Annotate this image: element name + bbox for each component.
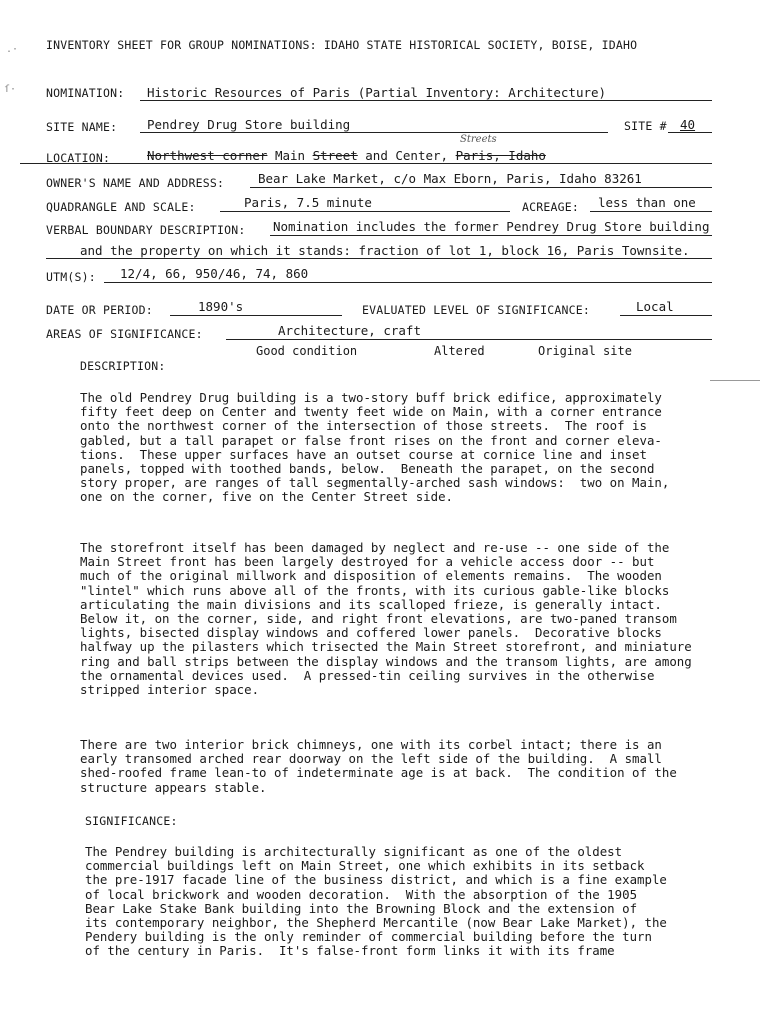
- acreage-rule: [590, 211, 712, 212]
- location-struck-text: Northwest corner: [147, 148, 268, 163]
- site-name-value: Pendrey Drug Store building: [147, 117, 351, 132]
- significance-heading: SIGNIFICANCE:: [85, 814, 178, 828]
- description-paragraph: The storefront itself has been damaged by neglect and re-use -- one side of the Main Street front has been largely destroyed for a vehicle access door -- but much of the original millwork and disposition of elements remains. The wooden "lintel" which runs above all of the fronts, with its curious gable-like blocks articulating the main divisions and its scalloped frieze, is generally intact. Below it, on the corner, side, and right front elevations, are two-paned transom lights, bisected display windows and coffered lower panels. Decorative blocks halfway up the pilasters which trisected the Main Street storefront, and miniature ring and ball strips between the display windows and the transom lights, are among the ornamental devices used. A pressed-tin ceiling survives in the otherwise stripped interior space.: [80, 540, 692, 698]
- page-title: INVENTORY SHEET FOR GROUP NOMINATIONS: IDAHO STATE HISTORICAL SOCIETY, BOISE, IDAHO: [46, 38, 638, 52]
- acreage-label: ACREAGE:: [522, 200, 579, 214]
- utm-value: 12/4, 66, 950/46, 74, 860: [120, 266, 309, 281]
- location-struck-text: Paris, Idaho: [455, 148, 546, 163]
- description-paragraph: The old Pendrey Drug building is a two-story buff brick edifice, approximately fifty feet deep on Center and twenty feet wide on Main, with a corner entrance onto the northwest corner of the intersection of those streets. The roof is gabled, but a tall parapet or false front rises on the front and corner eleva- tions. These upper surfaces have an outset course at cornice line and inset panels, topped with toothed bands, below. Beneath the parapet, on the second story proper, are ranges of tall segmentally-arched sash windows: two on Main, one on the corner, five on the Center Street side.: [80, 390, 670, 505]
- quadrangle-label: QUADRANGLE AND SCALE:: [46, 200, 196, 214]
- quadrangle-value: Paris, 7.5 minute: [244, 195, 372, 210]
- significance-paragraph: The Pendrey building is architecturally significant as one of the oldest commercial buildings left on Main Street, one which exhibits in its setback the pre-1917 facade line of the business district, and which is a fine example of local brickwork and wooden decoration. With the absorption of the 1905 Bear Lake Stake Bank building into the Browning Block and the extension of its contemporary neighbor, the Shepherd Mercantile (now Bear Lake Market), the Pendery building is the only reminder of commercial building before the turn of the century in Paris. It's false-front form links it with its frame: [85, 844, 667, 959]
- date-value: 1890's: [198, 299, 244, 314]
- areas-rule: [226, 339, 712, 340]
- acreage-value: less than one: [598, 195, 696, 210]
- condition-altered: Altered: [434, 344, 485, 358]
- evaluated-level-value: Local: [636, 299, 674, 314]
- description-paragraph: There are two interior brick chimneys, one with its corbel intact; there is an early transomed arched rear doorway on the left side of the building. A small shed-roofed frame lean-to of indeterminate age is at back. The condition of the structure appears stable.: [80, 737, 677, 795]
- utm-rule: [104, 282, 712, 283]
- verbal-boundary-line-2: and the property on which it stands: fraction of lot 1, block 16, Paris Townsite.: [80, 243, 690, 258]
- nomination-value: Historic Resources of Paris (Partial Inventory: Architecture): [147, 85, 607, 100]
- areas-label: AREAS OF SIGNIFICANCE:: [46, 327, 203, 341]
- verbal-boundary-label: VERBAL BOUNDARY DESCRIPTION:: [46, 223, 246, 237]
- date-label: DATE OR PERIOD:: [46, 303, 153, 317]
- site-number-value: 40: [680, 117, 696, 132]
- utm-label: UTM(S):: [46, 270, 96, 284]
- location-value: [147, 148, 546, 163]
- location-label: LOCATION:: [46, 151, 111, 165]
- location-handnote: Streets: [460, 134, 497, 145]
- nomination-rule: [140, 100, 712, 101]
- site-name-rule: [140, 132, 608, 133]
- site-number-label: SITE #: [624, 119, 667, 133]
- verbal-boundary-rule: [270, 235, 712, 236]
- condition-rule: [710, 380, 760, 381]
- evaluated-level-label: EVALUATED LEVEL OF SIGNIFICANCE:: [362, 303, 590, 317]
- owner-label: OWNER'S NAME AND ADDRESS:: [46, 176, 225, 190]
- margin-mark: .·: [6, 44, 19, 55]
- quadrangle-rule: [220, 211, 510, 212]
- location-street-center: and Center,: [365, 148, 449, 163]
- location-struck-text: Street: [312, 148, 358, 163]
- verbal-boundary-line-1: Nomination includes the former Pendrey Drug Store building: [273, 219, 710, 234]
- condition-original-site: Original site: [538, 344, 632, 358]
- location-rule: [20, 163, 712, 164]
- verbal-boundary-rule: [46, 258, 712, 259]
- nomination-label: NOMINATION:: [46, 86, 125, 100]
- date-rule: [170, 315, 342, 316]
- evaluated-level-rule: [620, 315, 712, 316]
- location-street-main: Main: [274, 148, 306, 163]
- areas-value: Architecture, craft: [278, 323, 421, 338]
- site-name-label: SITE NAME:: [46, 120, 118, 134]
- description-heading: DESCRIPTION:: [80, 359, 166, 373]
- owner-value: Bear Lake Market, c/o Max Eborn, Paris, Idaho 83261: [258, 171, 642, 186]
- margin-mark: ſ·: [4, 84, 17, 95]
- owner-rule: [250, 187, 712, 188]
- site-number-rule: [668, 132, 712, 133]
- condition-good: Good condition: [256, 344, 358, 358]
